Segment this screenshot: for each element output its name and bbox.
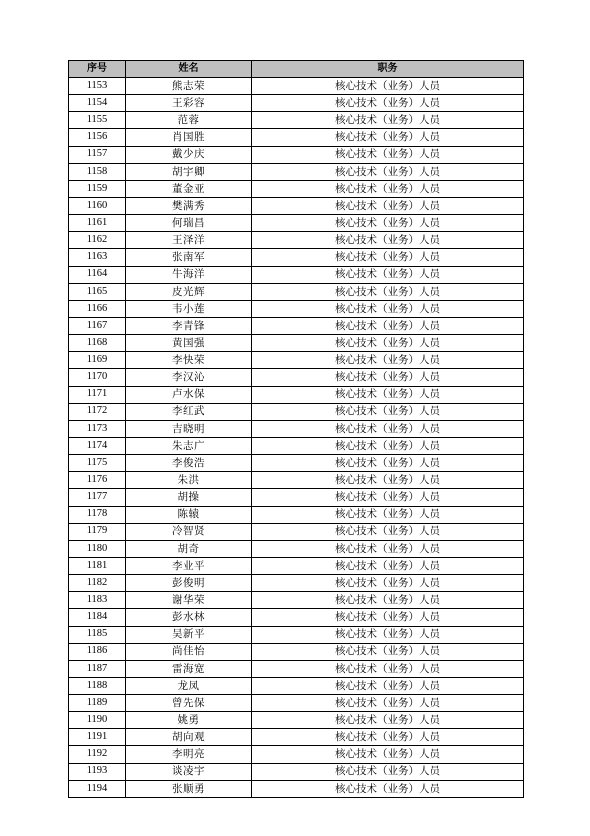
cell-position: 核心技术（业务）人员 (252, 455, 524, 472)
cell-number: 1192 (69, 746, 126, 763)
cell-number: 1187 (69, 660, 126, 677)
cell-number: 1189 (69, 695, 126, 712)
table-row (69, 403, 524, 420)
cell-number: 1174 (69, 437, 126, 454)
cell-position: 核心技术（业务）人员 (252, 146, 524, 163)
table-row (69, 472, 524, 489)
cell-name: 胡宇卿 (126, 163, 252, 180)
table-row (69, 540, 524, 557)
cell-name: 胡奇 (126, 540, 252, 557)
cell-name: 张顺勇 (126, 780, 252, 797)
cell-name: 韦小莲 (126, 300, 252, 317)
cell-name: 戴少庆 (126, 146, 252, 163)
cell-position: 核心技术（业务）人员 (252, 506, 524, 523)
table-row (69, 523, 524, 540)
cell-number: 1154 (69, 95, 126, 112)
cell-name: 李汉沁 (126, 369, 252, 386)
cell-number: 1169 (69, 352, 126, 369)
cell-position: 核心技术（业务）人员 (252, 300, 524, 317)
table-row (69, 575, 524, 592)
cell-position: 核心技术（业务）人员 (252, 232, 524, 249)
table-row (69, 780, 524, 797)
cell-position: 核心技术（业务）人员 (252, 660, 524, 677)
header-position: 职务 (252, 61, 524, 78)
cell-name: 吉晓明 (126, 420, 252, 437)
cell-number: 1170 (69, 369, 126, 386)
table-row (69, 180, 524, 197)
cell-name: 胡操 (126, 489, 252, 506)
table-row (69, 215, 524, 232)
cell-name: 李俊浩 (126, 455, 252, 472)
table-row (69, 695, 524, 712)
cell-number: 1182 (69, 575, 126, 592)
staff-table (68, 60, 524, 798)
cell-position: 核心技术（业务）人员 (252, 215, 524, 232)
cell-name: 谢华荣 (126, 592, 252, 609)
cell-name: 李明亮 (126, 746, 252, 763)
cell-name: 黄国强 (126, 335, 252, 352)
table-row (69, 283, 524, 300)
cell-number: 1172 (69, 403, 126, 420)
cell-number: 1161 (69, 215, 126, 232)
cell-position: 核心技术（业务）人员 (252, 609, 524, 626)
cell-name: 卢水保 (126, 386, 252, 403)
cell-position: 核心技术（业务）人员 (252, 523, 524, 540)
cell-number: 1158 (69, 163, 126, 180)
cell-number: 1177 (69, 489, 126, 506)
cell-number: 1185 (69, 626, 126, 643)
cell-number: 1168 (69, 335, 126, 352)
table-row (69, 369, 524, 386)
cell-number: 1160 (69, 197, 126, 214)
cell-name: 雷海宽 (126, 660, 252, 677)
table-body (69, 78, 524, 798)
header-number: 序号 (69, 61, 126, 78)
cell-position: 核心技术（业务）人员 (252, 677, 524, 694)
cell-name: 范蓉 (126, 112, 252, 129)
cell-number: 1175 (69, 455, 126, 472)
cell-position: 核心技术（业务）人员 (252, 626, 524, 643)
cell-number: 1166 (69, 300, 126, 317)
cell-position: 核心技术（业务）人员 (252, 763, 524, 780)
cell-name: 肖国胜 (126, 129, 252, 146)
table-row (69, 78, 524, 95)
table-row (69, 626, 524, 643)
table-row (69, 660, 524, 677)
table-header (69, 61, 524, 78)
cell-position: 核心技术（业务）人员 (252, 180, 524, 197)
table-row (69, 317, 524, 334)
cell-number: 1176 (69, 472, 126, 489)
cell-number: 1188 (69, 677, 126, 694)
cell-position: 核心技术（业务）人员 (252, 643, 524, 660)
table-row (69, 609, 524, 626)
cell-name: 樊满秀 (126, 197, 252, 214)
table-row (69, 146, 524, 163)
cell-name: 李业平 (126, 557, 252, 574)
cell-position: 核心技术（业务）人员 (252, 695, 524, 712)
cell-number: 1194 (69, 780, 126, 797)
cell-position: 核心技术（业务）人员 (252, 472, 524, 489)
cell-position: 核心技术（业务）人员 (252, 489, 524, 506)
cell-name: 胡向观 (126, 729, 252, 746)
table-row (69, 729, 524, 746)
cell-position: 核心技术（业务）人员 (252, 403, 524, 420)
cell-name: 龙凤 (126, 677, 252, 694)
table-row (69, 197, 524, 214)
cell-number: 1184 (69, 609, 126, 626)
cell-name: 李快荣 (126, 352, 252, 369)
table-row (69, 763, 524, 780)
cell-number: 1181 (69, 557, 126, 574)
cell-name: 陈辕 (126, 506, 252, 523)
cell-name: 牛海洋 (126, 266, 252, 283)
table-row (69, 386, 524, 403)
cell-position: 核心技术（业务）人员 (252, 335, 524, 352)
cell-number: 1173 (69, 420, 126, 437)
table-row (69, 643, 524, 660)
cell-name: 朱志广 (126, 437, 252, 454)
cell-number: 1163 (69, 249, 126, 266)
cell-position: 核心技术（业务）人员 (252, 112, 524, 129)
cell-number: 1162 (69, 232, 126, 249)
table-row (69, 300, 524, 317)
cell-name: 熊志荣 (126, 78, 252, 95)
cell-position: 核心技术（业务）人员 (252, 369, 524, 386)
cell-position: 核心技术（业务）人员 (252, 420, 524, 437)
cell-name: 朱洪 (126, 472, 252, 489)
cell-number: 1180 (69, 540, 126, 557)
cell-name: 张南军 (126, 249, 252, 266)
table-row (69, 712, 524, 729)
cell-number: 1171 (69, 386, 126, 403)
cell-position: 核心技术（业务）人员 (252, 437, 524, 454)
cell-position: 核心技术（业务）人员 (252, 283, 524, 300)
cell-position: 核心技术（业务）人员 (252, 249, 524, 266)
cell-name: 李红武 (126, 403, 252, 420)
cell-number: 1159 (69, 180, 126, 197)
cell-name: 王泽洋 (126, 232, 252, 249)
cell-position: 核心技术（业务）人员 (252, 78, 524, 95)
table-row (69, 746, 524, 763)
cell-position: 核心技术（业务）人员 (252, 163, 524, 180)
cell-number: 1153 (69, 78, 126, 95)
cell-name: 彭俊明 (126, 575, 252, 592)
cell-number: 1164 (69, 266, 126, 283)
table-row (69, 592, 524, 609)
cell-number: 1191 (69, 729, 126, 746)
table-row (69, 95, 524, 112)
table-row (69, 437, 524, 454)
cell-position: 核心技术（业务）人员 (252, 266, 524, 283)
cell-position: 核心技术（业务）人员 (252, 557, 524, 574)
cell-name: 尚佳怡 (126, 643, 252, 660)
cell-position: 核心技术（业务）人员 (252, 352, 524, 369)
table-row (69, 232, 524, 249)
cell-number: 1179 (69, 523, 126, 540)
cell-position: 核心技术（业务）人员 (252, 592, 524, 609)
table-row (69, 266, 524, 283)
cell-name: 王彩容 (126, 95, 252, 112)
header-name: 姓名 (126, 61, 252, 78)
cell-number: 1165 (69, 283, 126, 300)
cell-position: 核心技术（业务）人员 (252, 317, 524, 334)
table-row (69, 163, 524, 180)
cell-number: 1157 (69, 146, 126, 163)
cell-name: 皮光辉 (126, 283, 252, 300)
cell-number: 1156 (69, 129, 126, 146)
cell-name: 董金亚 (126, 180, 252, 197)
cell-position: 核心技术（业务）人员 (252, 540, 524, 557)
cell-name: 吴新平 (126, 626, 252, 643)
cell-position: 核心技术（业务）人员 (252, 729, 524, 746)
cell-name: 李青锋 (126, 317, 252, 334)
cell-number: 1155 (69, 112, 126, 129)
header-row (69, 61, 524, 78)
cell-position: 核心技术（业务）人员 (252, 95, 524, 112)
cell-name: 曾先保 (126, 695, 252, 712)
table-row (69, 455, 524, 472)
cell-position: 核心技术（业务）人员 (252, 129, 524, 146)
cell-position: 核心技术（业务）人员 (252, 712, 524, 729)
cell-position: 核心技术（业务）人员 (252, 780, 524, 797)
cell-name: 何瑞昌 (126, 215, 252, 232)
table-row (69, 335, 524, 352)
cell-number: 1186 (69, 643, 126, 660)
cell-number: 1178 (69, 506, 126, 523)
cell-position: 核心技术（业务）人员 (252, 386, 524, 403)
cell-name: 姚勇 (126, 712, 252, 729)
cell-number: 1190 (69, 712, 126, 729)
table-row (69, 557, 524, 574)
table-row (69, 506, 524, 523)
cell-position: 核心技术（业务）人员 (252, 746, 524, 763)
cell-position: 核心技术（业务）人员 (252, 197, 524, 214)
cell-name: 谈凌宇 (126, 763, 252, 780)
table-row (69, 489, 524, 506)
table-row (69, 420, 524, 437)
table-row (69, 129, 524, 146)
cell-number: 1183 (69, 592, 126, 609)
cell-name: 彭水林 (126, 609, 252, 626)
table-row (69, 352, 524, 369)
cell-name: 冷智贤 (126, 523, 252, 540)
table-row (69, 112, 524, 129)
cell-number: 1193 (69, 763, 126, 780)
cell-position: 核心技术（业务）人员 (252, 575, 524, 592)
table-row (69, 677, 524, 694)
table-row (69, 249, 524, 266)
cell-number: 1167 (69, 317, 126, 334)
